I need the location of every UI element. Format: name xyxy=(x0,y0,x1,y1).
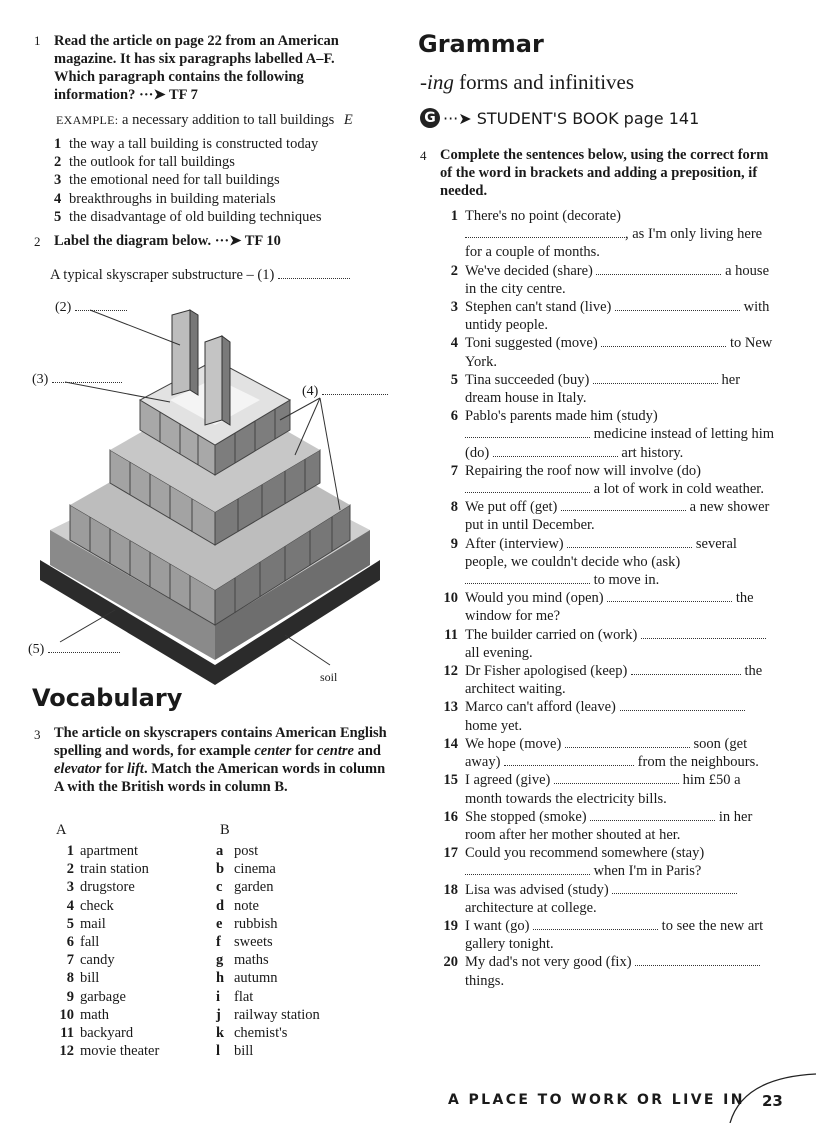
british-word: chemist's xyxy=(234,1025,288,1042)
word-letter: l xyxy=(216,1043,221,1060)
answer-blank[interactable] xyxy=(567,535,692,548)
sentence-text: him £50 a month towards the electricity bills. xyxy=(465,772,741,807)
column-a-word xyxy=(50,860,210,878)
item-text: the emotional need for tall buildings xyxy=(69,172,280,189)
sentence-number: 14 xyxy=(443,735,458,752)
students-book-ref-text: ···➤ STUDENT'S BOOK page 141 xyxy=(443,108,700,128)
column-b-word xyxy=(216,860,386,878)
american-word: garbage xyxy=(80,988,126,1005)
sentence-text: We put off (get) xyxy=(465,499,562,516)
answer-blank[interactable] xyxy=(615,298,740,311)
label-5-text: (5) xyxy=(28,642,45,657)
exercise-1-example xyxy=(56,111,386,129)
answer-blank[interactable] xyxy=(278,266,350,279)
students-book-reference[interactable] xyxy=(420,108,699,128)
american-word: mail xyxy=(80,915,106,932)
sentence-text: Repairing the roof now will involve (do) xyxy=(465,462,701,479)
exercise-1-item xyxy=(54,171,384,189)
sentence-number: 13 xyxy=(443,699,458,716)
column-a-word xyxy=(50,1006,210,1024)
sentence-text: soon (get away) xyxy=(465,735,748,771)
british-word: garden xyxy=(234,879,274,896)
sentence-text: Pablo's parents made him (study) xyxy=(465,408,658,425)
sentence-text: to move in. xyxy=(590,572,660,589)
sentence-number: 17 xyxy=(443,845,458,862)
sentence-number: 3 xyxy=(450,299,458,316)
sentence-text: Would you mind (open) xyxy=(465,590,608,607)
answer-blank[interactable] xyxy=(465,862,590,875)
exercise-4-instruction: Complete the sentences below, using the correct form of the word in brackets and adding a preposition, if needed. xyxy=(440,147,769,199)
column-b-word xyxy=(216,842,386,860)
sentence-number: 11 xyxy=(444,626,458,643)
instr-part: and xyxy=(353,743,381,759)
column-b-word xyxy=(216,878,386,896)
diagram-label-2 xyxy=(55,298,127,316)
instr-example-word: centre xyxy=(316,743,354,759)
answer-blank[interactable] xyxy=(593,371,718,384)
sentence-item xyxy=(436,771,776,807)
sentence-item xyxy=(436,298,776,334)
exercise-1-items xyxy=(54,135,384,226)
sentence-item xyxy=(436,589,776,625)
item-number: 2 xyxy=(54,154,62,171)
item-text: the way a tall building is constructed today xyxy=(69,136,319,152)
american-word: drugstore xyxy=(80,879,135,896)
diagram-label-5 xyxy=(28,640,120,658)
sentence-text: We've decided (share) xyxy=(465,262,597,279)
sentence-text: all evening. xyxy=(465,644,533,661)
british-word: post xyxy=(234,843,259,859)
instr-example-word: elevator xyxy=(54,761,102,777)
word-letter: g xyxy=(216,952,224,969)
sentence-text: several people, we couldn't decide who (ask) xyxy=(465,535,737,570)
label-2-blank[interactable] xyxy=(75,298,127,311)
exercise-1-number: 1 xyxy=(34,33,41,48)
word-number: 6 xyxy=(66,934,74,951)
british-word: sweets xyxy=(234,934,273,951)
grammar-heading: Grammar xyxy=(418,30,544,58)
soil-label: soil xyxy=(320,670,338,684)
american-word: bill xyxy=(80,970,100,987)
word-number: 1 xyxy=(66,843,74,859)
american-word: apartment xyxy=(80,843,138,859)
sentence-text: Dr Fisher apologised (keep) xyxy=(465,663,631,680)
sentence-number: 7 xyxy=(450,462,458,479)
sentence-text: to see the new art gallery tonight. xyxy=(465,917,764,953)
sentence-text: There's no point (decorate) xyxy=(465,208,622,224)
grammar-subheading xyxy=(420,70,634,95)
answer-blank[interactable] xyxy=(601,334,726,347)
sentence-item xyxy=(436,881,776,917)
column-b-word xyxy=(216,915,386,933)
item-number: 4 xyxy=(54,190,62,207)
sentence-text: Toni suggested (move) xyxy=(465,335,602,352)
sentence-text: from the neighbours. xyxy=(634,754,759,771)
sentence-item xyxy=(436,662,776,698)
column-b-word xyxy=(216,933,386,951)
label-5-blank[interactable] xyxy=(48,640,120,653)
sentence-text: home yet. xyxy=(465,717,523,734)
answer-blank[interactable] xyxy=(561,498,686,511)
sentence-number: 20 xyxy=(443,954,458,971)
british-word: maths xyxy=(234,952,269,969)
word-number: 4 xyxy=(66,897,74,914)
sentence-item xyxy=(436,953,776,989)
sentence-text: I want (go) xyxy=(465,917,534,934)
exercise-2-instruction: Label the diagram below. ···➤ TF 10 xyxy=(54,233,281,249)
answer-blank[interactable] xyxy=(620,698,745,711)
word-letter: c xyxy=(216,879,223,896)
column-b-word xyxy=(216,1006,386,1024)
page-number: 23 xyxy=(762,1092,783,1110)
word-number: 9 xyxy=(66,988,74,1005)
sentence-number: 10 xyxy=(443,590,458,607)
british-word: flat xyxy=(234,988,254,1005)
answer-blank[interactable] xyxy=(533,917,658,930)
sentence-item xyxy=(436,698,776,734)
column-b-heading: B xyxy=(220,822,230,838)
sentence-number: 5 xyxy=(450,371,458,388)
diagram-caption xyxy=(50,266,350,284)
sentence-text: I agreed (give) xyxy=(465,772,554,789)
answer-blank[interactable] xyxy=(596,262,721,275)
sentence-text: a lot of work in cold weather. xyxy=(590,481,764,498)
exercise-4-number: 4 xyxy=(420,148,427,163)
label-4-text: (4) xyxy=(302,384,319,399)
column-a-word xyxy=(50,915,210,933)
exercise-1-item xyxy=(54,153,384,171)
column-a-word xyxy=(50,842,210,860)
sentence-text: She stopped (smoke) xyxy=(465,808,591,825)
sentence-item xyxy=(436,462,776,498)
word-number: 8 xyxy=(66,970,74,987)
exercise-1-item xyxy=(54,208,384,226)
example-label: EXAMPLE: xyxy=(56,113,119,127)
british-word: bill xyxy=(234,1043,254,1060)
sentence-text: , as I'm only living here for a couple of months. xyxy=(465,226,763,261)
column-a-word xyxy=(50,897,210,915)
word-letter: a xyxy=(216,843,224,859)
item-text: the disadvantage of old building techniques xyxy=(69,208,322,225)
sentence-number: 4 xyxy=(450,335,458,352)
sentence-text: with untidy people. xyxy=(465,299,770,334)
answer-blank[interactable] xyxy=(607,589,732,602)
sentence-text: medicine instead of letting him (do) xyxy=(465,426,775,461)
sentence-item xyxy=(436,626,776,662)
word-number: 5 xyxy=(66,915,74,932)
word-number: 2 xyxy=(66,861,74,878)
item-number: 5 xyxy=(54,208,62,225)
sentence-item xyxy=(436,207,776,262)
column-a-heading: A xyxy=(56,822,67,838)
british-word: autumn xyxy=(234,970,278,987)
british-word: railway station xyxy=(234,1006,320,1023)
sentence-text: Lisa was advised (study) xyxy=(465,881,613,898)
label-4-blank[interactable] xyxy=(322,382,388,395)
column-b-word xyxy=(216,1042,386,1060)
american-word: train station xyxy=(80,861,149,878)
word-letter: b xyxy=(216,861,225,878)
diagram-label-3 xyxy=(32,370,122,388)
example-text: a necessary addition to tall buildings xyxy=(122,112,335,128)
exercise-1-item xyxy=(54,135,384,153)
sentence-number: 9 xyxy=(450,535,458,552)
instr-example-word: center xyxy=(254,743,292,759)
word-number: 11 xyxy=(60,1025,74,1042)
diagram-illustration xyxy=(20,290,400,685)
word-number: 12 xyxy=(59,1043,74,1060)
sentence-item xyxy=(436,334,776,370)
column-b-list xyxy=(216,842,386,1060)
example-answer: E xyxy=(343,112,353,128)
item-text: the outlook for tall buildings xyxy=(69,154,235,171)
answer-blank[interactable] xyxy=(493,444,618,457)
sentence-text: Marco can't afford (leave) xyxy=(465,699,620,716)
american-word: candy xyxy=(80,952,115,969)
american-word: fall xyxy=(80,934,100,951)
word-letter: j xyxy=(216,1006,221,1023)
subheading-italic: -ing xyxy=(420,70,454,94)
instr-part: for xyxy=(291,743,317,759)
column-b-word xyxy=(216,988,386,1006)
sentence-number: 2 xyxy=(450,262,458,279)
sentence-number: 19 xyxy=(443,917,458,934)
grammar-g-icon: G xyxy=(420,108,440,128)
sentence-item xyxy=(436,735,776,771)
word-number: 3 xyxy=(66,879,74,896)
diagram-caption-text: A typical skyscraper substructure – (1) xyxy=(50,267,275,283)
answer-blank[interactable] xyxy=(631,662,741,675)
answer-blank[interactable] xyxy=(590,808,715,821)
sentence-text: her dream house in Italy. xyxy=(465,371,741,407)
column-a-word xyxy=(50,988,210,1006)
exercise-3-instruction xyxy=(54,724,389,796)
sentence-number: 6 xyxy=(450,408,458,425)
skyscraper-substructure-diagram xyxy=(20,290,400,685)
column-a-word xyxy=(50,969,210,987)
exercise-4-sentences xyxy=(436,207,776,990)
sentence-text: things. xyxy=(465,972,505,989)
label-3-text: (3) xyxy=(32,372,49,387)
answer-blank[interactable] xyxy=(554,771,679,784)
word-letter: e xyxy=(216,915,223,932)
sentence-item xyxy=(436,262,776,298)
sentence-text: when I'm in Paris? xyxy=(590,863,702,880)
sentence-number: 16 xyxy=(443,808,458,825)
item-number: 1 xyxy=(54,136,62,152)
american-word: check xyxy=(80,897,114,914)
sentence-number: 18 xyxy=(443,881,458,898)
american-word: backyard xyxy=(80,1025,134,1042)
answer-blank[interactable] xyxy=(641,626,766,639)
sentence-item xyxy=(436,407,776,462)
column-b-word xyxy=(216,897,386,915)
word-number: 10 xyxy=(59,1006,74,1023)
item-text: breakthroughs in building materials xyxy=(69,190,276,207)
word-letter: h xyxy=(216,970,225,987)
instr-part: . Match the American words in column A with the British words in column B. xyxy=(54,761,386,795)
exercise-3-number: 3 xyxy=(34,727,41,742)
sentence-item xyxy=(436,535,776,590)
answer-blank[interactable] xyxy=(465,480,590,493)
column-a-word xyxy=(50,1024,210,1042)
exercise-2-number: 2 xyxy=(34,234,41,249)
british-word: rubbish xyxy=(234,915,278,932)
sentence-text: After (interview) xyxy=(465,535,568,552)
sentence-item xyxy=(436,371,776,407)
sentence-text: the window for me? xyxy=(465,590,754,625)
sentence-text: architecture at college. xyxy=(465,899,597,916)
exercise-1-item xyxy=(54,190,384,208)
instr-part: The article on skyscrapers contains American English spelling and words, for example xyxy=(54,725,387,759)
column-a-list xyxy=(50,842,210,1060)
subheading-rest: forms and infinitives xyxy=(453,70,635,94)
sentence-number: 8 xyxy=(450,499,458,516)
column-b-word xyxy=(216,969,386,987)
sentence-text: in her room after her mother shouted at her. xyxy=(465,808,753,843)
sentence-text: My dad's not very good (fix) xyxy=(465,954,636,971)
word-number: 7 xyxy=(66,952,74,969)
sentence-item xyxy=(436,917,776,953)
label-3-blank[interactable] xyxy=(52,370,122,383)
british-word: note xyxy=(234,897,259,914)
american-word: math xyxy=(80,1006,109,1023)
column-a-word xyxy=(50,1042,210,1060)
answer-blank[interactable] xyxy=(465,571,590,584)
vocabulary-heading: Vocabulary xyxy=(32,684,183,712)
column-a-word xyxy=(50,878,210,896)
exercise-1-instruction: Read the article on page 22 from an American magazine. It has six paragraphs labelled A–F. Which paragraph contains the following information? ···➤ TF 7 xyxy=(54,33,339,103)
sentence-text: art history. xyxy=(617,444,684,461)
sentence-text: to New York. xyxy=(465,335,773,370)
sentence-text: a house in the city centre. xyxy=(465,262,769,297)
sentence-number: 15 xyxy=(443,772,458,789)
word-letter: d xyxy=(216,897,225,914)
word-letter: f xyxy=(216,934,221,951)
sentence-item xyxy=(436,808,776,844)
column-a-word xyxy=(50,951,210,969)
answer-blank[interactable] xyxy=(635,953,760,966)
sentence-text: We hope (move) xyxy=(465,735,565,752)
word-letter: k xyxy=(216,1025,225,1042)
sentence-number: 12 xyxy=(443,663,458,680)
item-number: 3 xyxy=(54,172,62,189)
sentence-item xyxy=(436,498,776,534)
answer-blank[interactable] xyxy=(565,735,690,748)
column-a-word xyxy=(50,933,210,951)
british-word: cinema xyxy=(234,861,276,878)
sentence-item xyxy=(436,844,776,880)
instr-part: for xyxy=(101,761,128,777)
answer-blank[interactable] xyxy=(465,225,625,238)
footer-unit-title: A PLACE TO WORK OR LIVE IN xyxy=(448,1092,745,1108)
answer-blank[interactable] xyxy=(612,881,737,894)
word-letter: i xyxy=(216,988,221,1005)
label-2-text: (2) xyxy=(55,300,72,315)
column-b-word xyxy=(216,1024,386,1042)
sentence-text: a new shower put in until December. xyxy=(465,499,770,534)
sentence-number: 1 xyxy=(450,208,458,224)
answer-blank[interactable] xyxy=(504,753,634,766)
sentence-text: The builder carried on (work) xyxy=(465,626,641,643)
answer-blank[interactable] xyxy=(465,425,590,438)
diagram-label-4 xyxy=(302,382,388,400)
sentence-text: Tina succeeded (buy) xyxy=(465,371,593,388)
sentence-text: Stephen can't stand (live) xyxy=(465,299,615,316)
column-b-word xyxy=(216,951,386,969)
sentence-text: the architect waiting. xyxy=(465,663,763,698)
sentence-text: Could you recommend somewhere (stay) xyxy=(465,845,705,862)
instr-example-word: lift xyxy=(127,761,144,777)
american-word: movie theater xyxy=(80,1043,160,1060)
